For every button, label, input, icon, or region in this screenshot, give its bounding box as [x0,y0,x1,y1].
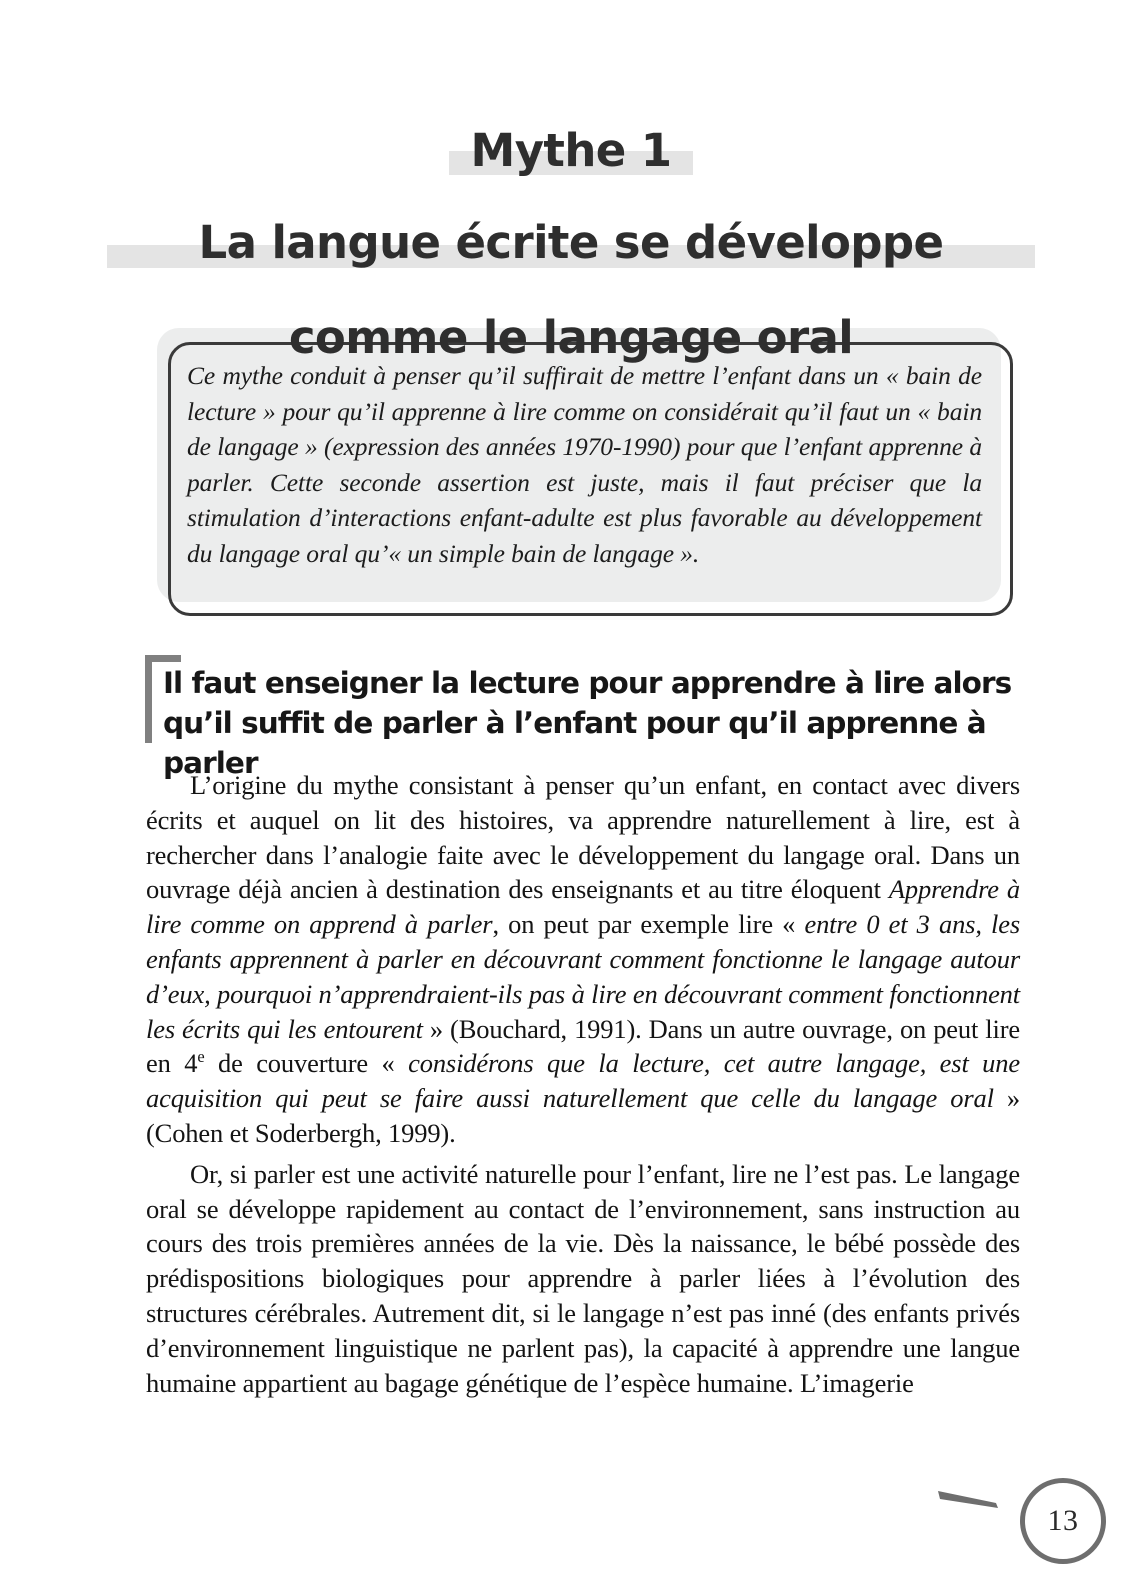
page-title [0,124,1142,364]
page-number-badge [1020,1478,1106,1564]
p1-italic-3: considérons que la lecture, cet autre langage, est une acquisition qui peut se faire aussi naturellement que celle du langage oral [146,1048,1020,1114]
section-heading-text: Il faut enseigner la lecture pour apprendre à lire alors qu’il suffit de parler à l’enfant pour qu’il apprenne à parler [163,666,1012,780]
title-line-1 [470,124,672,177]
title-line-2-text: La langue écrite se développe [198,216,944,269]
title-line-1-text: Mythe 1 [470,124,672,177]
title-line-2 [198,216,944,269]
paragraph-2 [146,1157,1020,1401]
p1-part-1: L’origine du mythe consistant à penser qu’un enfant, en contact avec divers écrits et auquel on lit des histoires, va apprendre naturellement à lire, est à rechercher dans l’analogie faite avec le développement du langage oral. Dans un ouvrage déjà ancien à destination des enseignants et au titre éloquent [146,770,1020,905]
p2-text: Or, si parler est une activité naturelle pour l’enfant, lire ne l’est pas. Le langage oral se développe rapidement au contact de l’environnement, sans instruction au cours des trois premières années de la vie. Dès la naissance, le bébé possède des prédispositions biologiques pour apprendre à parler liées à l’évolution des structures cérébrales. Autrement dit, si le langage n’est pas inné (des enfants privés d’environnement linguistique ne parlent pas), la capacité à apprendre une langue humaine appartient au bagage génétique de l’espèce humaine. L’imagerie [146,1158,1020,1398]
p1-part-4: de couverture « [204,1048,409,1079]
ordinal-suffix: e [197,1047,205,1067]
p1-part-2: , on peut par exemple lire « [492,909,805,940]
body-column [146,768,1020,1400]
p1-part-3: » (Bouchard, 1991). Dans un autre ouvrage, on peut lire en 4 [146,1013,1020,1079]
p1-part-5: » (Cohen et Soderbergh, 1999). [146,1083,1021,1148]
callout-box [157,328,1013,618]
callout-text: Ce mythe conduit à penser qu’il suffirait de mettre l’enfant dans un « bain de lecture » pour qu’il apprenne à lire comme on considérait qu’il faut un « bain de langage » (expression des années 1970-1990) pour que l’enfant apprenne à parler. Cette seconde assertion est juste, mais il faut préciser que la stimulation d’interactions enfant-adulte est plus favorable au développement du langage oral qu’« un simple bain de langage ». [187,361,982,568]
title-line-3 [288,311,854,364]
page-number-text: 13 [1047,1504,1079,1537]
bracket-vertical [145,655,152,743]
magnifier-handle-icon [938,1486,1030,1508]
paragraph-1 [146,768,1020,1151]
title-line-3-text: comme le langage oral [288,311,854,364]
bracket-horizontal [145,655,181,662]
p1-italic-1: Apprendre à lire comme on apprend à parler [146,874,1020,940]
p1-italic-2: entre 0 et 3 ans, les enfants apprennent à parler en découvrant comment fonctionne le langage autour d’eux, pourquoi n’apprendraient-ils pas à lire en découvrant comment fonctionnent les écrits qui les entourent [146,909,1021,1044]
